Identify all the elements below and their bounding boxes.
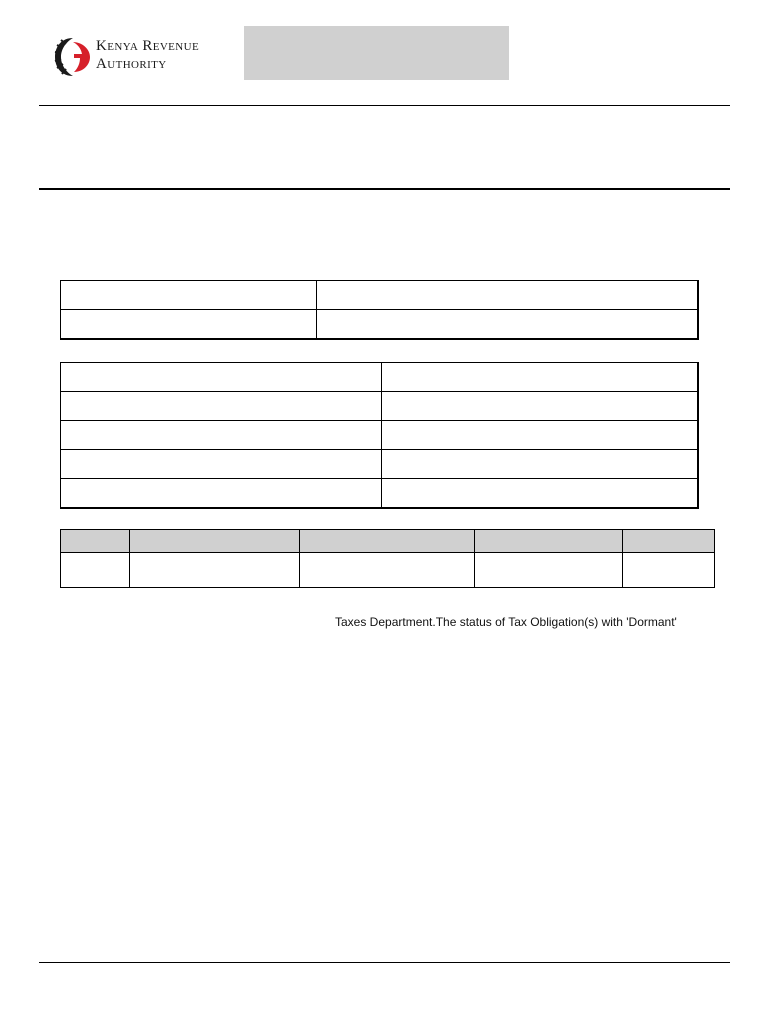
table-row [61,479,699,509]
table-header-cell [61,530,130,553]
table-cell [623,553,715,588]
table-cell [475,553,623,588]
table-cell [61,553,130,588]
obligations-table [60,529,715,588]
info-table-1 [60,280,699,340]
table-cell [382,479,699,509]
title-divider [39,188,730,190]
table-cell [317,310,699,340]
table-cell [317,281,699,310]
table-header-row [61,530,715,553]
table-row [61,553,715,588]
table-cell [382,392,699,421]
table-row [61,363,699,392]
table-header-cell [300,530,475,553]
table-cell [300,553,475,588]
header-divider [39,105,730,106]
header-shaded-box [244,26,509,80]
table-header-cell [623,530,715,553]
table-row [61,450,699,479]
table-cell [61,479,382,509]
table-row [61,392,699,421]
body-text-note: Taxes Department.The status of Tax Obligation(s) with 'Dormant' [335,615,677,629]
table-row [61,281,699,310]
table-cell [61,421,382,450]
org-name [96,37,199,73]
table-cell [61,450,382,479]
table-cell [382,450,699,479]
table-header-cell [130,530,300,553]
table-cell [61,281,317,310]
table-cell [382,363,699,392]
table-cell [130,553,300,588]
kra-logo [52,34,242,80]
table-cell [61,310,317,340]
org-name-line1: Kenya Revenue [96,38,200,54]
table-row [61,421,699,450]
info-table-2 [60,362,699,509]
lion-emblem-icon [52,34,94,80]
table-cell [61,392,382,421]
table-cell [61,363,382,392]
table-cell [382,421,699,450]
org-name-line2: Authority [96,56,167,72]
footer-divider [39,962,730,963]
table-header-cell [475,530,623,553]
table-row [61,310,699,340]
